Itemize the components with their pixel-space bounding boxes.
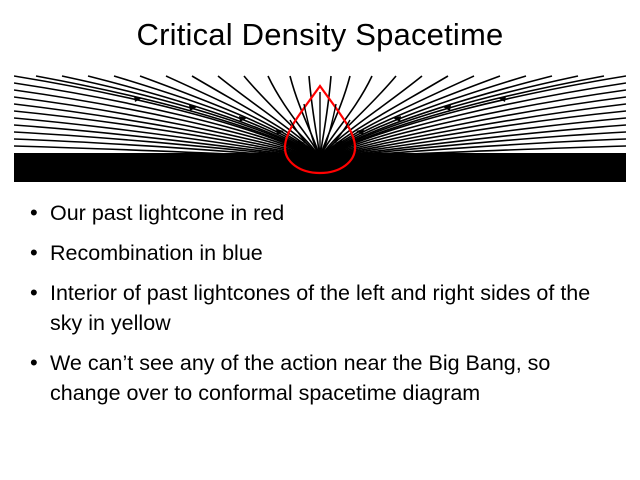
bullet-marker-icon: •	[30, 200, 38, 225]
list-item	[30, 198, 622, 228]
spacetime-diagram-svg	[14, 74, 626, 182]
bullet-text: We can’t see any of the action near the Big Bang, so change over to conformal spacetime diagram	[50, 351, 551, 405]
page-title: Critical Density Spacetime	[136, 17, 504, 52]
bullet-marker-icon: •	[30, 240, 38, 265]
bullet-marker-icon: •	[30, 350, 38, 375]
bullet-list	[30, 198, 622, 418]
bullet-text: Our past lightcone in red	[50, 201, 285, 225]
list-item	[30, 348, 622, 408]
bullet-text: Interior of past lightcones of the left and right sides of the sky in yellow	[50, 281, 591, 335]
list-item	[30, 278, 622, 338]
bullet-marker-icon: •	[30, 280, 38, 305]
spacetime-diagram	[14, 74, 626, 182]
list-item	[30, 238, 622, 268]
bullet-text: Recombination in blue	[50, 241, 263, 265]
